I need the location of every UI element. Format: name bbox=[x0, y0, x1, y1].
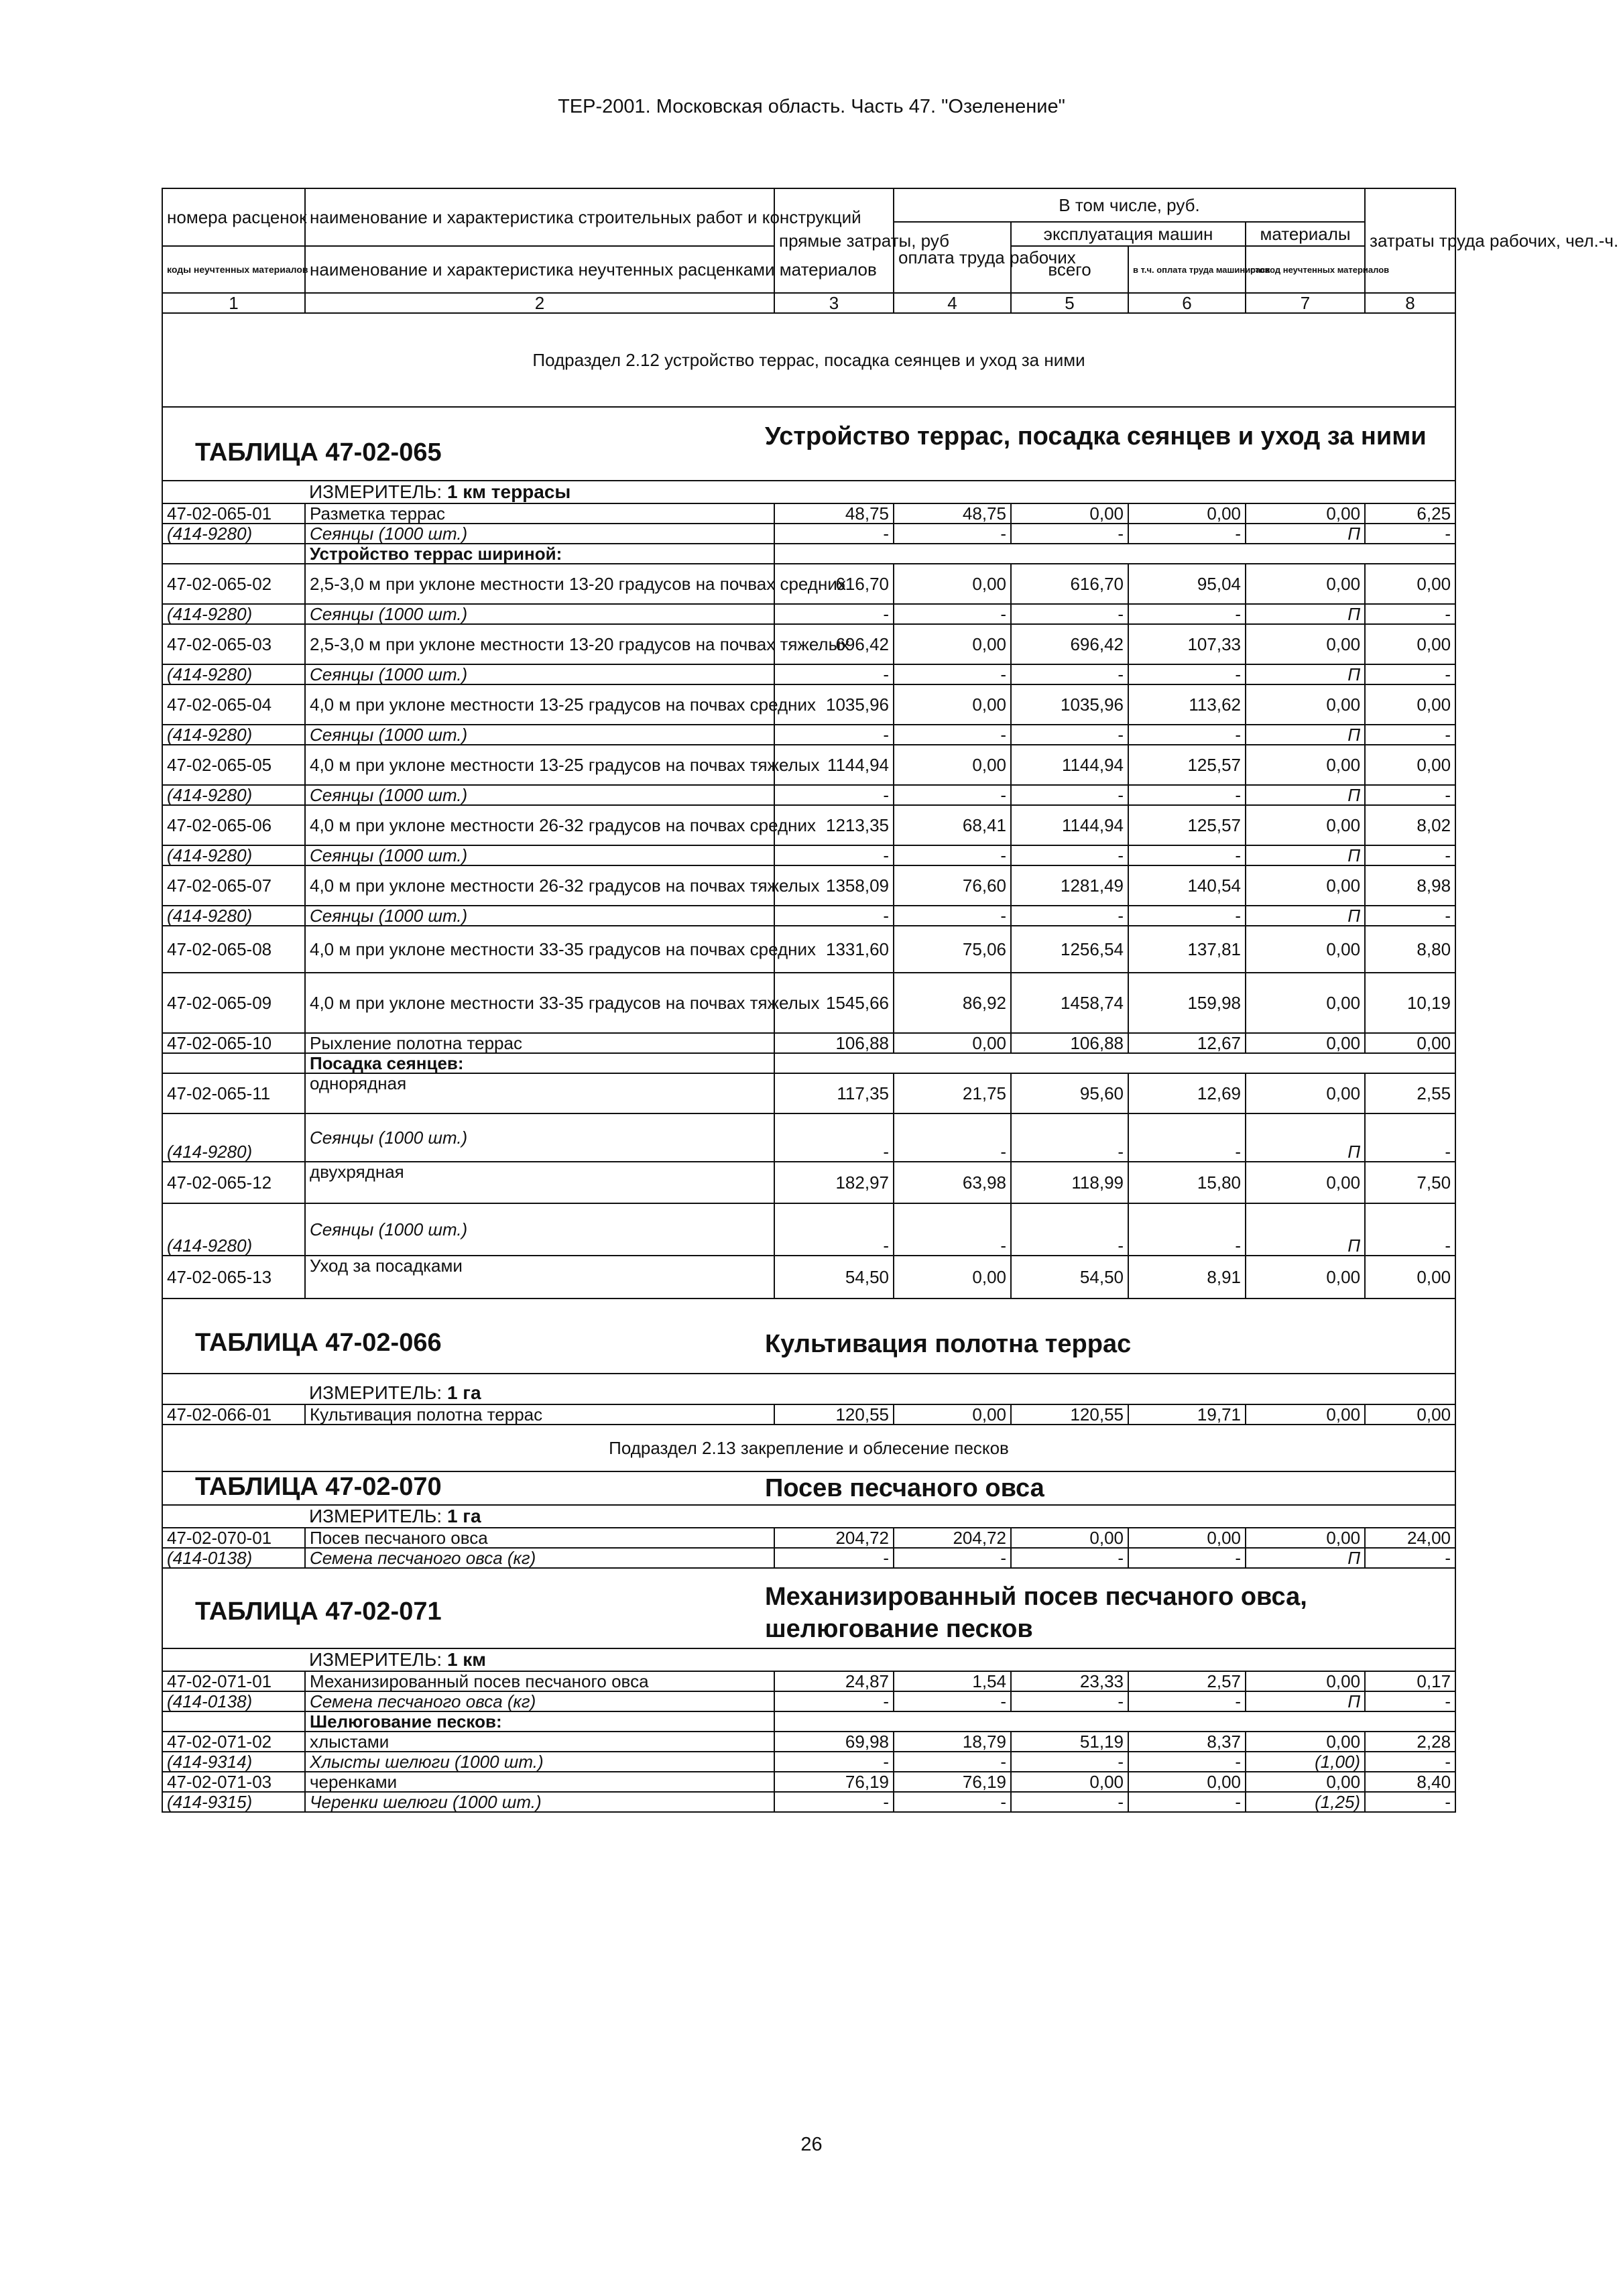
table-row: (414-0138) Семена песчаного овса (кг) - - - - П - bbox=[162, 1548, 1455, 1568]
measure-line: ИЗМЕРИТЕЛЬ: 1 км террасы bbox=[162, 481, 1455, 503]
col-number: 4 bbox=[894, 293, 1011, 313]
col-number: 5 bbox=[1011, 293, 1128, 313]
table-row: 47-02-065-07 4,0 м при уклоне местности 26-32 градусов на почвах тяжелых 1358,09 76,60 1281,49 140,54 0,00 8,98 bbox=[162, 865, 1455, 906]
col-labor-header: затраты труда рабочих, чел.-ч. bbox=[1365, 188, 1455, 293]
subheading: Устройство террас шириной: bbox=[305, 544, 774, 564]
table-row: 47-02-065-11 однорядная 117,35 21,75 95,60 12,69 0,00 2,55 bbox=[162, 1073, 1455, 1113]
col-mach-incl-header: в т.ч. оплата труда машинистов bbox=[1128, 246, 1246, 293]
col-number: 3 bbox=[774, 293, 894, 313]
measure-line: ИЗМЕРИТЕЛЬ: 1 га bbox=[162, 1374, 1455, 1404]
table-row: 47-02-071-01 Механизированный посев песчаного овса 24,87 1,54 23,33 2,57 0,00 0,17 bbox=[162, 1671, 1455, 1691]
table-row: (414-9314) Хлысты шелюги (1000 шт.) - - - - (1,00) - bbox=[162, 1752, 1455, 1772]
table-row: (414-9280) Сеянцы (1000 шт.) - - - - П - bbox=[162, 524, 1455, 544]
table-heading bbox=[162, 1298, 1455, 1374]
page-header: ТЕР-2001. Московская область. Часть 47. "Озеленение" bbox=[558, 96, 1065, 117]
table-row: (414-0138) Семена песчаного овса (кг) - - - - П - bbox=[162, 1691, 1455, 1711]
table-row: 47-02-070-01 Посев песчаного овса 204,72 204,72 0,00 0,00 0,00 24,00 bbox=[162, 1528, 1455, 1548]
table-row: 47-02-065-08 4,0 м при уклоне местности 33-35 градусов на почвах средних 1331,60 75,06 1256,54 137,81 0,00 8,80 bbox=[162, 926, 1455, 973]
table-row: 47-02-065-02 2,5-3,0 м при уклоне местности 13-20 градусов на почвах средних 616,70 0,00 616,70 95,04 0,00 0,00 bbox=[162, 564, 1455, 604]
col-number: 6 bbox=[1128, 293, 1246, 313]
table-row: 47-02-065-05 4,0 м при уклоне местности 13-25 градусов на почвах тяжелых 1144,94 0,00 1144,94 125,57 0,00 0,00 bbox=[162, 745, 1455, 785]
table-row: 47-02-071-02 хлыстами 69,98 18,79 51,19 8,37 0,00 2,28 bbox=[162, 1732, 1455, 1752]
table-row: (414-9280) Сеянцы (1000 шт.) - - - - П - bbox=[162, 1203, 1455, 1256]
col-mach-header: эксплуатация машин bbox=[1011, 222, 1246, 246]
col-mat-sub-header: расход неучтенных материалов bbox=[1246, 246, 1365, 293]
measure-line: ИЗМЕРИТЕЛЬ: 1 км bbox=[162, 1648, 1455, 1671]
table-row: 47-02-065-04 4,0 м при уклоне местности 13-25 градусов на почвах средних 1035,96 0,00 1035,96 113,62 0,00 0,00 bbox=[162, 684, 1455, 725]
table-row: 47-02-065-09 4,0 м при уклоне местности 33-35 градусов на почвах тяжелых 1545,66 86,92 1458,74 159,98 0,00 10,19 bbox=[162, 973, 1455, 1033]
col-pay-header: оплата труда рабочих bbox=[894, 222, 1011, 293]
col-mat-name-header: наименование и характеристика неучтенных расценками материалов bbox=[305, 246, 774, 293]
table-row: (414-9280) Сеянцы (1000 шт.) - - - - П - bbox=[162, 845, 1455, 865]
col-number: 2 bbox=[305, 293, 774, 313]
table-name: ТАБЛИЦА 47-02-065 bbox=[195, 438, 442, 467]
table-row: 47-02-065-01 Разметка террас 48,75 48,75 0,00 0,00 0,00 6,25 bbox=[162, 503, 1455, 524]
col-incl-header: В том числе, руб. bbox=[894, 188, 1365, 222]
table-row: (414-9280) Сеянцы (1000 шт.) - - - - П - bbox=[162, 785, 1455, 805]
table-row: (414-9280) Сеянцы (1000 шт.) - - - - П - bbox=[162, 906, 1455, 926]
subheading: Шелюгование песков: bbox=[305, 1711, 774, 1732]
section-title: Подраздел 2.12 устройство террас, посадка сеянцев и уход за ними bbox=[162, 313, 1455, 407]
col-direct-header: прямые затраты, руб bbox=[774, 188, 894, 293]
table-row: 47-02-065-06 4,0 м при уклоне местности 26-32 градусов на почвах средних 1213,35 68,41 1144,94 125,57 0,00 8,02 bbox=[162, 805, 1455, 845]
table-row: 47-02-065-10 Рыхление полотна террас 106,88 0,00 106,88 12,67 0,00 0,00 bbox=[162, 1033, 1455, 1053]
table-row: 47-02-071-03 черенками 76,19 76,19 0,00 0,00 0,00 8,40 bbox=[162, 1772, 1455, 1792]
table-title: Устройство террас, посадка сеянцев и уход за ними bbox=[765, 422, 1427, 450]
col-mat-header: материалы bbox=[1246, 222, 1365, 246]
table-name: ТАБЛИЦА 47-02-070 bbox=[195, 1473, 442, 1501]
col-number: 8 bbox=[1365, 293, 1455, 313]
table-row: (414-9315) Черенки шелюги (1000 шт.) - - - - (1,25) - bbox=[162, 1792, 1455, 1812]
estimate-table bbox=[162, 188, 1619, 1813]
col-mat-code-header: коды неучтенных материалов bbox=[162, 246, 305, 293]
col-number: 1 bbox=[162, 293, 305, 313]
col-code-header: номера расценок bbox=[162, 188, 305, 246]
subheading: Посадка сеянцев: bbox=[305, 1053, 774, 1073]
table-row: (414-9280) Сеянцы (1000 шт.) - - - - П - bbox=[162, 604, 1455, 624]
col-number: 7 bbox=[1246, 293, 1365, 313]
table-title: Культивация полотна террас bbox=[765, 1330, 1132, 1358]
table-row: 47-02-065-12 двухрядная 182,97 63,98 118,99 15,80 0,00 7,50 bbox=[162, 1162, 1455, 1203]
table-name: ТАБЛИЦА 47-02-071 bbox=[195, 1597, 442, 1626]
table-heading bbox=[162, 1568, 1455, 1648]
section-title: Подраздел 2.13 закрепление и облесение песков bbox=[162, 1425, 1455, 1471]
table-title: Посев песчаного овса bbox=[765, 1474, 1044, 1502]
table-row: 47-02-065-13 Уход за посадками 54,50 0,00 54,50 8,91 0,00 0,00 bbox=[162, 1256, 1455, 1298]
table-heading bbox=[162, 1471, 1455, 1505]
table-heading bbox=[162, 407, 1455, 481]
table-row: 47-02-065-03 2,5-3,0 м при уклоне местности 13-20 градусов на почвах тяжелых 696,42 0,00 696,42 107,33 0,00 0,00 bbox=[162, 624, 1455, 664]
col-name-header: наименование и характеристика строительных работ и конструкций bbox=[305, 188, 774, 246]
measure-line: ИЗМЕРИТЕЛЬ: 1 га bbox=[162, 1505, 1455, 1528]
table-row: 47-02-066-01 Культивация полотна террас 120,55 0,00 120,55 19,71 0,00 0,00 bbox=[162, 1404, 1455, 1425]
table-row: (414-9280) Сеянцы (1000 шт.) - - - - П - bbox=[162, 1113, 1455, 1162]
table-row: (414-9280) Сеянцы (1000 шт.) - - - - П - bbox=[162, 664, 1455, 684]
table-title: Механизированный посев песчаного овса, шелюгование песков bbox=[765, 1583, 1307, 1643]
table-row: (414-9280) Сеянцы (1000 шт.) - - - - П - bbox=[162, 725, 1455, 745]
table-name: ТАБЛИЦА 47-02-066 bbox=[195, 1329, 442, 1357]
page-number: 26 bbox=[800, 2134, 823, 2155]
col-mach-all-header: всего bbox=[1011, 246, 1128, 293]
